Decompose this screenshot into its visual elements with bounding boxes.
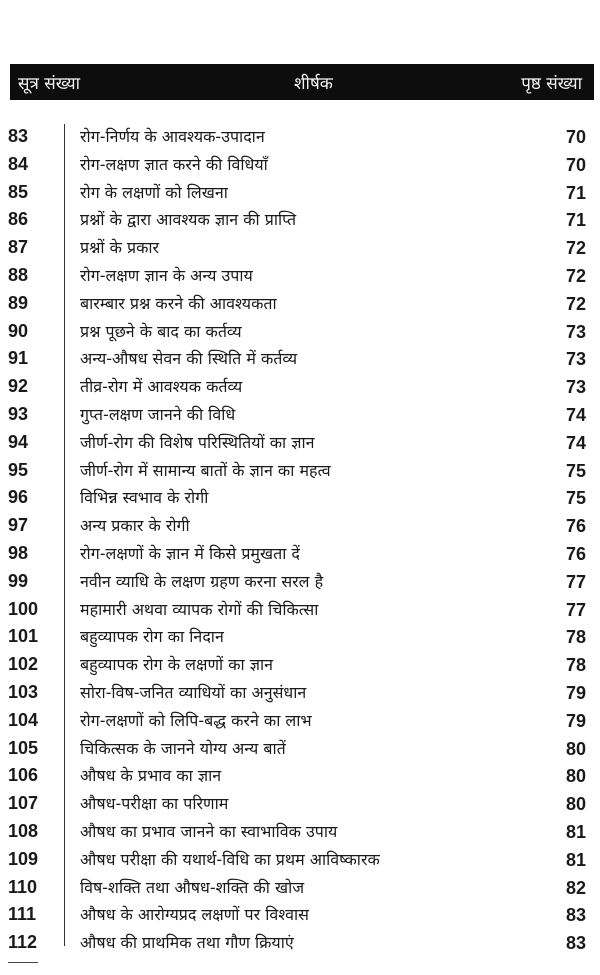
table-header bbox=[10, 64, 594, 100]
page-number: 76 bbox=[565, 516, 586, 537]
toc-row bbox=[0, 263, 600, 291]
entry-title: औषध का प्रभाव जानने का स्वाभाविक उपाय bbox=[80, 821, 338, 841]
entry-title: अन्य-औषध सेवन की स्थिति में कर्तव्य bbox=[80, 349, 298, 369]
page-number: 72 bbox=[565, 265, 586, 286]
header-title: शीर्षक bbox=[294, 74, 333, 94]
footer-mark bbox=[8, 962, 38, 963]
sutra-number: 109 bbox=[8, 848, 39, 869]
entry-title: रोग-लक्षण ज्ञान के अन्य उपाय bbox=[80, 265, 253, 285]
page-number: 75 bbox=[565, 488, 586, 509]
entry-title: तीव्र-रोग में आवश्यक कर्तव्य bbox=[80, 377, 243, 397]
sutra-number: 88 bbox=[8, 264, 29, 285]
toc-row bbox=[0, 819, 600, 847]
toc-row bbox=[0, 235, 600, 263]
page-number: 78 bbox=[565, 655, 586, 676]
page-number: 80 bbox=[565, 794, 586, 815]
page-number: 83 bbox=[565, 905, 586, 926]
page-number: 74 bbox=[565, 404, 586, 425]
entry-title: प्रश्नों के प्रकार bbox=[80, 238, 160, 258]
page-number: 73 bbox=[565, 349, 586, 370]
toc-row bbox=[0, 791, 600, 819]
entry-title: रोग-लक्षणों को लिपि-बद्ध करने का लाभ bbox=[80, 710, 312, 730]
page-number: 82 bbox=[565, 877, 586, 898]
page-number: 71 bbox=[565, 210, 586, 231]
toc-row bbox=[0, 624, 600, 652]
page-number: 72 bbox=[565, 293, 586, 314]
sutra-number: 107 bbox=[8, 793, 39, 814]
entry-title: रोग-लक्षणों के ज्ञान में किसे प्रमुखता दें bbox=[80, 543, 300, 563]
sutra-number: 84 bbox=[8, 153, 29, 174]
entry-title: जीर्ण-रोग में सामान्य बातों के ज्ञान का महत्व bbox=[80, 460, 331, 480]
page-number: 83 bbox=[565, 933, 586, 954]
sutra-number: 100 bbox=[8, 598, 39, 619]
entry-title: बहुव्यापक रोग के लक्षणों का ज्ञान bbox=[80, 655, 274, 675]
toc-row bbox=[0, 680, 600, 708]
entry-title: जीर्ण-रोग की विशेष परिस्थितियों का ज्ञान bbox=[80, 432, 315, 452]
toc-row bbox=[0, 180, 600, 208]
toc-row bbox=[0, 736, 600, 764]
sutra-number: 94 bbox=[8, 431, 29, 452]
header-sutra-number: सूत्र संख्या bbox=[18, 74, 80, 94]
entry-title: औषध के प्रभाव का ज्ञान bbox=[80, 766, 222, 786]
entry-title: प्रश्नों के द्वारा आवश्यक ज्ञान की प्राप्ति bbox=[80, 210, 297, 230]
sutra-number: 86 bbox=[8, 209, 29, 230]
header-page-number: पृष्ठ संख्या bbox=[521, 74, 582, 94]
toc-row bbox=[0, 319, 600, 347]
sutra-number: 96 bbox=[8, 487, 29, 508]
toc-row bbox=[0, 430, 600, 458]
toc-row bbox=[0, 541, 600, 569]
page-number: 72 bbox=[565, 238, 586, 259]
sutra-number: 103 bbox=[8, 681, 39, 702]
page-number: 79 bbox=[565, 710, 586, 731]
entry-title: रोग-निर्णय के आवश्यक-उपादान bbox=[80, 127, 265, 146]
toc-row bbox=[0, 485, 600, 513]
toc-row bbox=[0, 124, 600, 152]
toc-row bbox=[0, 597, 600, 625]
toc-row bbox=[0, 513, 600, 541]
entry-title: गुप्त-लक्षण जानने की विधि bbox=[80, 404, 236, 424]
sutra-number: 98 bbox=[8, 542, 29, 563]
entry-title: औषध-परीक्षा का परिणाम bbox=[80, 794, 229, 814]
page-number: 75 bbox=[565, 460, 586, 481]
sutra-number: 110 bbox=[8, 876, 38, 897]
entry-title: रोग के लक्षणों को लिखना bbox=[80, 182, 228, 202]
sutra-number: 108 bbox=[8, 820, 39, 841]
page-number: 81 bbox=[565, 849, 586, 870]
entry-title: सोरा-विष-जनित व्याधियों का अनुसंधान bbox=[80, 682, 307, 702]
page-number: 80 bbox=[565, 766, 586, 787]
entry-title: औषध की प्राथमिक तथा गौण क्रियाएं bbox=[80, 933, 294, 953]
toc-row bbox=[0, 875, 600, 903]
entry-title: महामारी अथवा व्यापक रोगों की चिकित्सा bbox=[80, 599, 319, 619]
entry-title: औषध परीक्षा की यथार्थ-विधि का प्रथम आविष्कारक bbox=[80, 849, 380, 869]
toc-row bbox=[0, 847, 600, 875]
toc-row bbox=[0, 708, 600, 736]
sutra-number: 101 bbox=[8, 626, 39, 647]
page-number: 80 bbox=[565, 738, 586, 759]
sutra-number: 85 bbox=[8, 181, 29, 202]
toc-row bbox=[0, 930, 600, 958]
toc-row bbox=[0, 569, 600, 597]
sutra-number: 111 bbox=[8, 904, 37, 925]
toc-row bbox=[0, 902, 600, 930]
page-number: 74 bbox=[565, 432, 586, 453]
entry-title: औषध के आरोग्यप्रद लक्षणों पर विश्वास bbox=[80, 905, 309, 925]
sutra-number: 93 bbox=[8, 403, 29, 424]
entry-title: विष-शक्ति तथा औषध-शक्ति की खोज bbox=[80, 877, 305, 897]
sutra-number: 99 bbox=[8, 570, 29, 591]
page-number: 73 bbox=[565, 377, 586, 398]
page-number: 70 bbox=[565, 127, 586, 147]
sutra-number: 92 bbox=[8, 376, 29, 397]
toc-row bbox=[0, 291, 600, 319]
entry-title: चिकित्सक के जानने योग्य अन्य बातें bbox=[80, 738, 286, 758]
toc-row bbox=[0, 346, 600, 374]
toc-row bbox=[0, 207, 600, 235]
entry-title: रोग-लक्षण ज्ञात करने की विधियाँ bbox=[80, 154, 268, 174]
page-number: 78 bbox=[565, 627, 586, 648]
sutra-number: 104 bbox=[8, 709, 39, 730]
toc-row bbox=[0, 763, 600, 791]
entry-title: प्रश्न पूछने के बाद का कर्तव्य bbox=[80, 321, 242, 341]
page-number: 79 bbox=[565, 682, 586, 703]
sutra-number: 87 bbox=[8, 237, 29, 258]
entry-title: विभिन्न स्वभाव के रोगी bbox=[80, 488, 209, 508]
sutra-number: 102 bbox=[8, 654, 39, 675]
sutra-number: 90 bbox=[8, 320, 29, 341]
sutra-number: 91 bbox=[8, 348, 29, 369]
toc-row bbox=[0, 402, 600, 430]
page-number: 73 bbox=[565, 321, 586, 342]
toc-row bbox=[0, 152, 600, 180]
page-number: 77 bbox=[565, 571, 586, 592]
page-number: 76 bbox=[565, 543, 586, 564]
sutra-number: 105 bbox=[8, 737, 39, 758]
toc-row bbox=[0, 458, 600, 486]
sutra-number: 112 bbox=[8, 932, 38, 953]
toc-row bbox=[0, 652, 600, 680]
contents-list bbox=[0, 124, 600, 958]
sutra-number: 95 bbox=[8, 459, 29, 480]
page-number: 77 bbox=[565, 599, 586, 620]
entry-title: अन्य प्रकार के रोगी bbox=[80, 516, 190, 536]
sutra-number: 106 bbox=[8, 765, 39, 786]
page-number: 81 bbox=[565, 821, 586, 842]
sutra-number: 97 bbox=[8, 515, 29, 536]
page-number: 70 bbox=[565, 154, 586, 175]
toc-row bbox=[0, 374, 600, 402]
entry-title: नवीन व्याधि के लक्षण ग्रहण करना सरल है bbox=[80, 571, 324, 591]
page-number: 71 bbox=[565, 182, 586, 203]
entry-title: बारम्बार प्रश्न करने की आवश्यकता bbox=[80, 293, 277, 313]
sutra-number: 83 bbox=[8, 126, 29, 146]
entry-title: बहुव्यापक रोग का निदान bbox=[80, 627, 224, 647]
sutra-number: 89 bbox=[8, 292, 29, 313]
